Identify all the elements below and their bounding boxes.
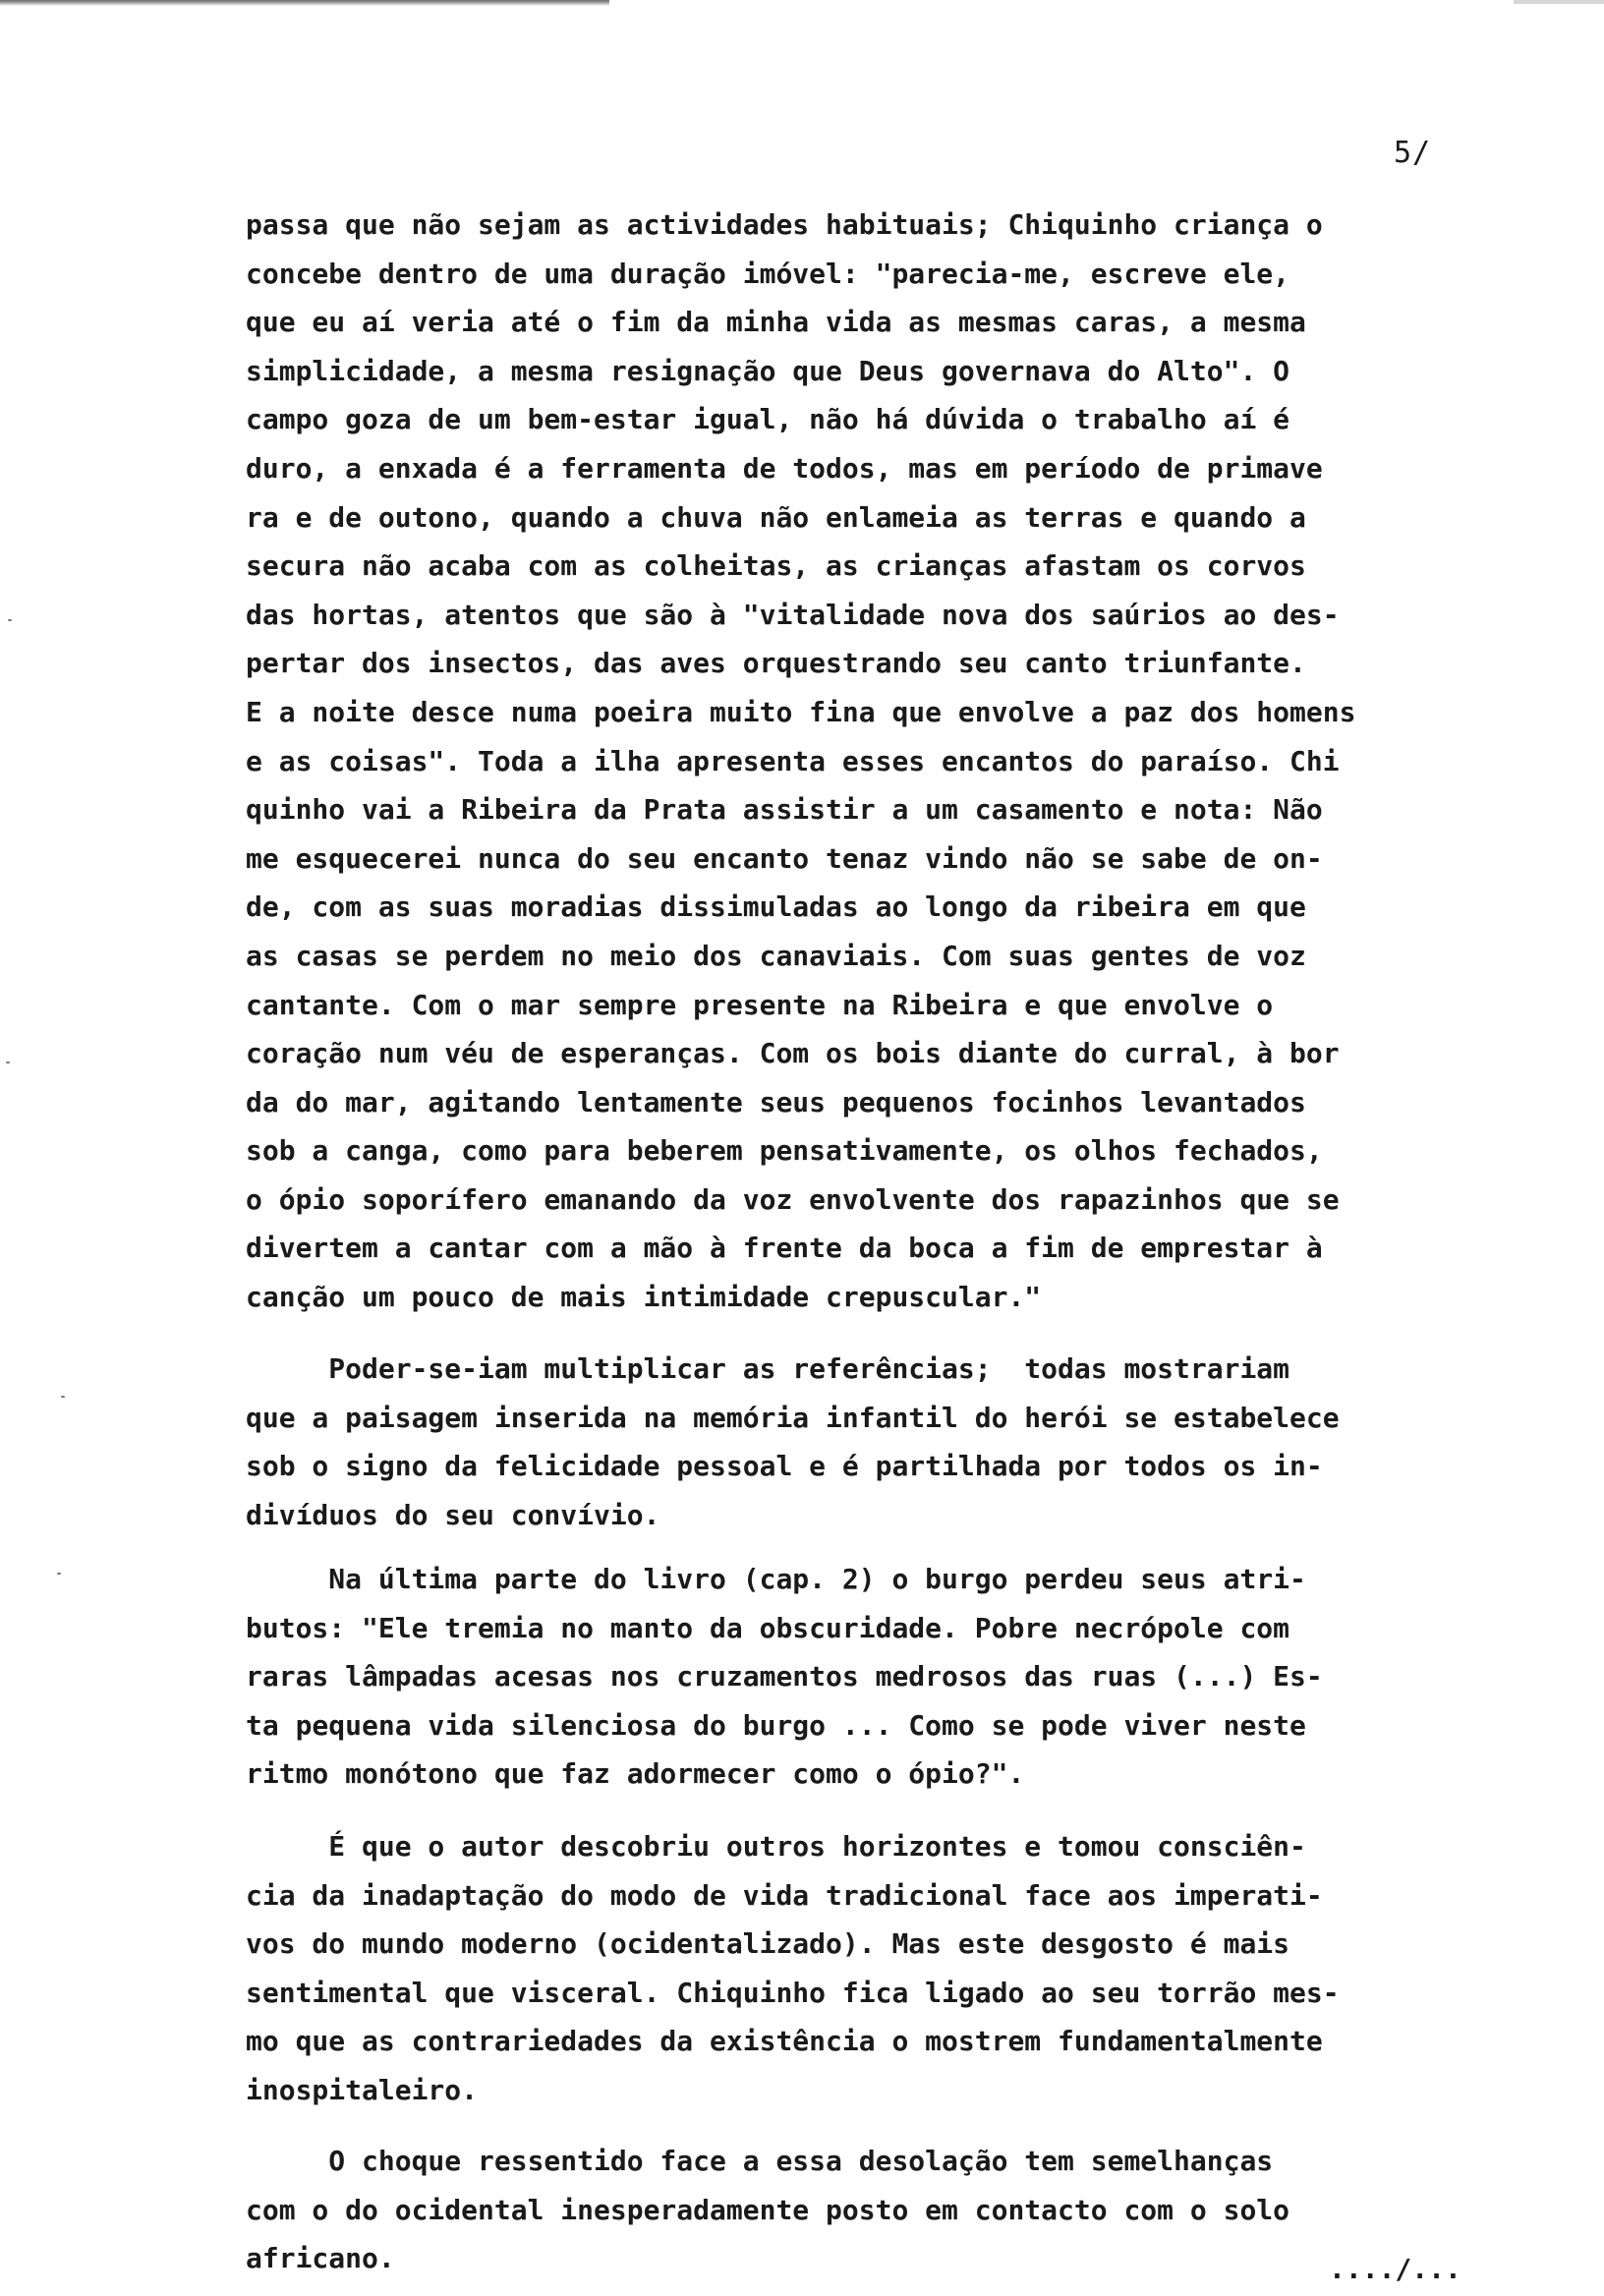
text-line: secura não acaba com as colheitas, as crianças afastam os corvos [246, 549, 1306, 583]
scan-speck [8, 619, 12, 621]
text-line: com o do ocidental inesperadamente posto em contacto com o solo [246, 2193, 1290, 2226]
text-line: divertem a cantar com a mão à frente da boca a fim de emprestar à [246, 1232, 1323, 1265]
text-line: concebe dentro de uma duração imóvel: "parecia-me, escreve ele, [246, 257, 1290, 290]
text-line: quinho vai a Ribeira da Prata assistir a um casamento e nota: Não [246, 793, 1323, 827]
continuation-mark: ..../... [1329, 2253, 1461, 2285]
paragraph-2 [246, 1345, 1563, 1539]
text-line: campo goza de um bem-estar igual, não há dúvida o trabalho aí é [246, 403, 1290, 436]
text-line: me esquecerei nunca do seu encanto tenaz vindo não se sabe de on- [246, 841, 1323, 875]
text-line: coração num véu de esperanças. Com os bois diante do curral, à bor [246, 1037, 1340, 1070]
text-line: ra e de outono, quando a chuva não enlameia as terras e quando a [246, 500, 1306, 534]
text-line: das hortas, atentos que são à "vitalidade nova dos saúrios ao des- [246, 598, 1340, 631]
paragraph-3 [246, 1555, 1563, 1799]
text-line: ritmo monótono que faz adormecer como o ópio?". [246, 1757, 1025, 1791]
text-line: pertar dos insectos, das aves orquestrando seu canto triunfante. [246, 647, 1306, 680]
text-line: canção um pouco de mais intimidade crepuscular." [246, 1281, 1042, 1314]
text-line: o ópio soporífero emanando da voz envolvente dos rapazinhos que se [246, 1182, 1340, 1216]
text-line: que a paisagem inserida na memória infantil do herói se estabelece [246, 1401, 1340, 1434]
scan-edge-shadow [0, 0, 609, 6]
text-line: sob a canga, como para beberem pensativamente, os olhos fechados, [246, 1134, 1323, 1168]
text-line: Na última parte do livro (cap. 2) o burgo perdeu seus atri- [246, 1563, 1306, 1595]
text-line: E a noite desce numa poeira muito fina que envolve a paz dos homens [246, 695, 1356, 728]
text-line: sentimental que visceral. Chiquinho fica ligado ao seu torrão mes- [246, 1976, 1340, 2009]
text-line: passa que não sejam as actividades habituais; Chiquinho criança o [246, 208, 1323, 241]
scan-speck [6, 1062, 10, 1063]
scan-speck [57, 1573, 61, 1575]
text-line: que eu aí veria até o fim da minha vida as mesmas caras, a mesma [246, 306, 1306, 339]
text-line: divíduos do seu convívio. [246, 1498, 660, 1531]
text-line: cantante. Com o mar sempre presente na Ribeira e que envolve o [246, 988, 1274, 1021]
text-line: africano. [246, 2242, 395, 2275]
text-line: sob o signo da felicidade pessoal e é partilhada por todos os in- [246, 1450, 1323, 1483]
text-line: butos: "Ele tremia no manto da obscuridade. Pobre necrópole com [246, 1611, 1290, 1644]
page-number: 5/ [1394, 136, 1432, 170]
text-line: inospitaleiro. [246, 2073, 479, 2106]
text-line: duro, a enxada é a ferramenta de todos, mas em período de primave [246, 451, 1323, 485]
text-line: ta pequena vida silenciosa do burgo ... Como se pode viver neste [246, 1708, 1306, 1742]
text-line: simplicidade, a mesma resignação que Deus governava do Alto". O [246, 354, 1290, 387]
text-line: vos do mundo moderno (ocidentalizado). Mas este desgosto é mais [246, 1927, 1290, 1961]
paragraph-4 [246, 1822, 1563, 2115]
scan-speck [61, 1396, 65, 1398]
text-line: de, com as suas moradias dissimuladas ao longo da ribeira em que [246, 890, 1306, 924]
text-line: É que o autor descobriu outros horizontes e tomou consciên- [246, 1830, 1306, 1863]
text-line: Poder-se-iam multiplicar as referências; todas mostrariam [246, 1352, 1290, 1385]
text-line: mo que as contrariedades da existência o mostrem fundamentalmente [246, 2025, 1323, 2058]
paragraph-1 [246, 201, 1563, 1322]
text-line: as casas se perdem no meio dos canaviais. Com suas gentes de voz [246, 939, 1306, 972]
text-line: O choque ressentido face a essa desolação tem semelhanças [246, 2145, 1274, 2177]
text-line: e as coisas". Toda a ilha apresenta esses encantos do paraíso. Chi [246, 744, 1340, 777]
text-line: da do mar, agitando lentamente seus pequenos focinhos levantados [246, 1085, 1306, 1119]
scan-edge-shadow-right [1514, 0, 1604, 4]
text-line: cia da inadaptação do modo de vida tradicional face aos imperati- [246, 1878, 1323, 1912]
text-line: raras lâmpadas acesas nos cruzamentos medrosos das ruas (...) Es- [246, 1660, 1323, 1693]
